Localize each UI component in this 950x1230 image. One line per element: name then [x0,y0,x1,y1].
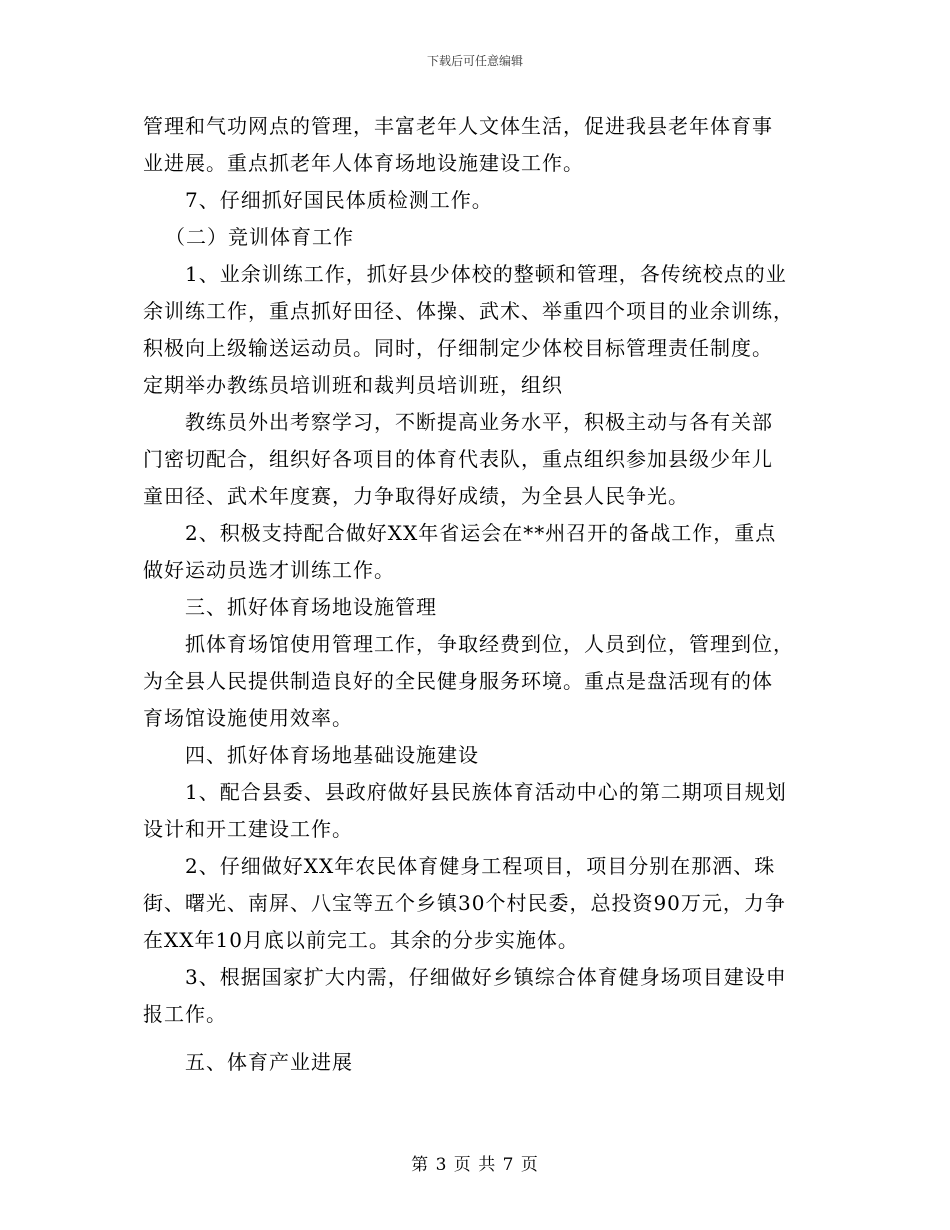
body-line: 定期举办教练员培训班和裁判员培训班，组织 [143,373,563,397]
section-heading: 五、体育产业进展 [185,1050,353,1074]
body-line: 抓体育场馆使用管理工作，争取经费到位，人员到位，管理到位， [185,632,794,656]
body-line: 2、积极支持配合做好XX年省运会在**州召开的备战工作，重点 [185,521,777,545]
body-line: 管理和气功网点的管理，丰富老年人文体生活，促进我县老年体育事 [143,114,773,138]
section-heading: （二）竞训体育工作 [165,225,354,249]
body-line: 为全县人民提供制造良好的全民健身服务环境。重点是盘活现有的体 [143,669,773,693]
body-line: 街、曙光、南屏、八宝等五个乡镇30个村民委，总投资90万元，力争 [143,891,786,915]
body-line: 1、业余训练工作，抓好县少体校的整顿和管理，各传统校点的业 [185,262,787,286]
body-line: 3、根据国家扩大内需，仔细做好乡镇综合体育健身场项目建设申 [185,965,787,989]
section-heading: 四、抓好体育场地基础设施建设 [185,743,479,767]
body-line: 2、仔细做好XX年农民体育健身工程项目，项目分别在那洒、珠 [185,854,776,878]
body-line: 1、配合县委、县政府做好县民族体育活动中心的第二期项目规划 [185,780,787,804]
body-line: 积极向上级输送运动员。同时，仔细制定少体校目标管理责任制度。 [143,336,773,360]
body-line: 业进展。重点抓老年人体育场地设施建设工作。 [143,151,584,175]
page-number: 第 3 页 共 7 页 [411,1155,539,1175]
body-line: 童田径、武术年度赛，力争取得好成绩，为全县人民争光。 [143,484,689,508]
body-line: 育场馆设施使用效率。 [143,706,353,730]
page-header: 下载后可任意编辑 [426,54,523,68]
body-line: 7、仔细抓好国民体质检测工作。 [185,188,493,212]
body-line: 门密切配合，组织好各项目的体育代表队，重点组织参加县级少年儿 [143,447,773,471]
body-line: 在XX年10月底以前完工。其余的分步实施体。 [143,928,579,952]
section-heading: 三、抓好体育场地设施管理 [185,595,437,619]
body-line: 设计和开工建设工作。 [143,817,353,841]
body-line: 做好运动员选才训练工作。 [143,558,395,582]
body-line: 余训练工作，重点抓好田径、体操、武术、举重四个项目的业余训练， [143,299,794,323]
body-line: 教练员外出考察学习，不断提高业务水平，积极主动与各有关部 [185,410,773,434]
body-line: 报工作。 [143,1002,227,1026]
document-body [143,108,808,1081]
